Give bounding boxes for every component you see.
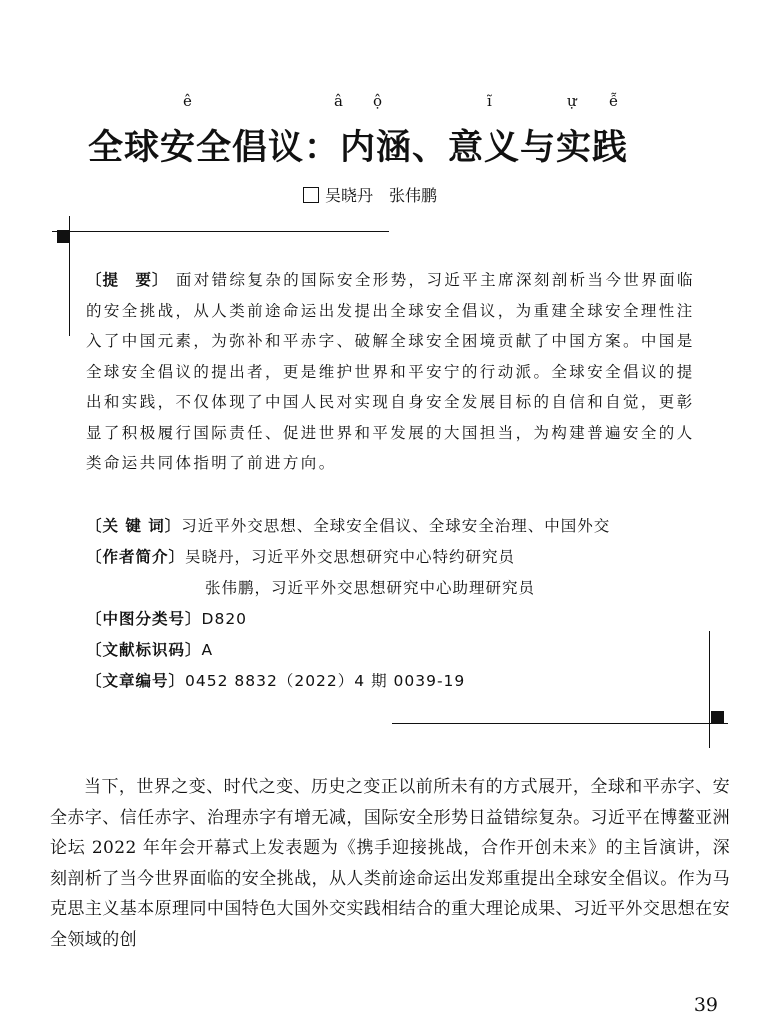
frame-corner-block-top: [57, 230, 70, 243]
keywords-label: 〔关 键 词〕: [86, 517, 182, 535]
frame-horizontal-line-bottom: [392, 723, 728, 724]
square-icon: [303, 187, 319, 203]
page-number: 39: [693, 994, 718, 1016]
clc-label: 〔中图分类号〕: [86, 610, 202, 628]
frame-corner-block-bottom: [711, 711, 724, 724]
author-info-label: 〔作者简介〕: [86, 548, 186, 566]
abstract: [86, 265, 704, 479]
author-info-line-2: 张伟鹏，习近平外交思想研究中心助理研究员: [205, 579, 536, 597]
pinyin-mark: ê: [183, 92, 192, 110]
keywords-text: 习近平外交思想、全球安全倡议、全球安全治理、中国外交: [181, 517, 611, 535]
keywords-line: [86, 514, 726, 536]
clc-value: D820: [201, 610, 248, 628]
pinyin-mark: ễ: [609, 92, 619, 110]
body-paragraph: 当下，世界之变、时代之变、历史之变正以前所未有的方式展开，全球和平赤字、安全赤字、信任赤字、治理赤字有增无减，国际安全形势日益错综复杂。习近平在博鳌亚洲论坛 2022 年年会开幕式上发表题为《携手迎接挑战，合作开创未来》的主旨演讲，深刻剖析了当今世界面临的安全挑战，从人类前途命运出发郑重提出全球安全倡议。作为马克思主义基本原理同中国特色大国外交实践相结合的重大理论成果、习近平外交思想在安全领域的创: [50, 777, 730, 950]
pinyin-mark: ĩ: [487, 92, 492, 110]
frame-vertical-line-right: [709, 631, 710, 748]
author-names: 吴晓丹 张伟鹏: [325, 186, 438, 205]
article-number-label: 〔文章编号〕: [86, 672, 186, 690]
doc-code-value: A: [201, 641, 214, 659]
doc-code-label: 〔文献标识码〕: [86, 641, 202, 659]
article-number-line: [86, 669, 726, 691]
pinyin-mark: ộ: [373, 92, 383, 110]
author-line: [303, 183, 437, 206]
clc-line: [86, 607, 726, 629]
abstract-text: 面对错综复杂的国际安全形势，习近平主席深刻剖析当今世界面临的安全挑战，从人类前途命运出发提出全球安全倡议，为重建全球安全理性注入了中国元素，为弥补和平赤字、破解全球安全困境贡献了中国方案。中国是全球安全倡议的提出者，更是维护世界和平安宁的行动派。全球安全倡议的提出和实践，不仅体现了中国人民对实现自身安全发展目标的自信和自觉，更彰显了积极履行国际责任、促进世界和平发展的大国担当，为构建普遍安全的人类命运共同体指明了前进方向。: [86, 271, 695, 472]
article-number-value: 0452 8832（2022）4 期 0039-19: [185, 672, 466, 690]
pinyin-mark: â: [334, 92, 343, 110]
author-info-line: [86, 545, 726, 567]
author-info-text-1: 吴晓丹，习近平外交思想研究中心特约研究员: [185, 548, 516, 566]
doc-code-line: [86, 638, 726, 660]
pinyin-mark: ự: [567, 92, 577, 110]
body-text: [50, 772, 730, 955]
article-title: 全球安全倡议：内涵、意义与实践: [88, 128, 629, 168]
abstract-label: 〔提 要〕: [86, 271, 169, 289]
frame-horizontal-line-top: [52, 231, 389, 232]
